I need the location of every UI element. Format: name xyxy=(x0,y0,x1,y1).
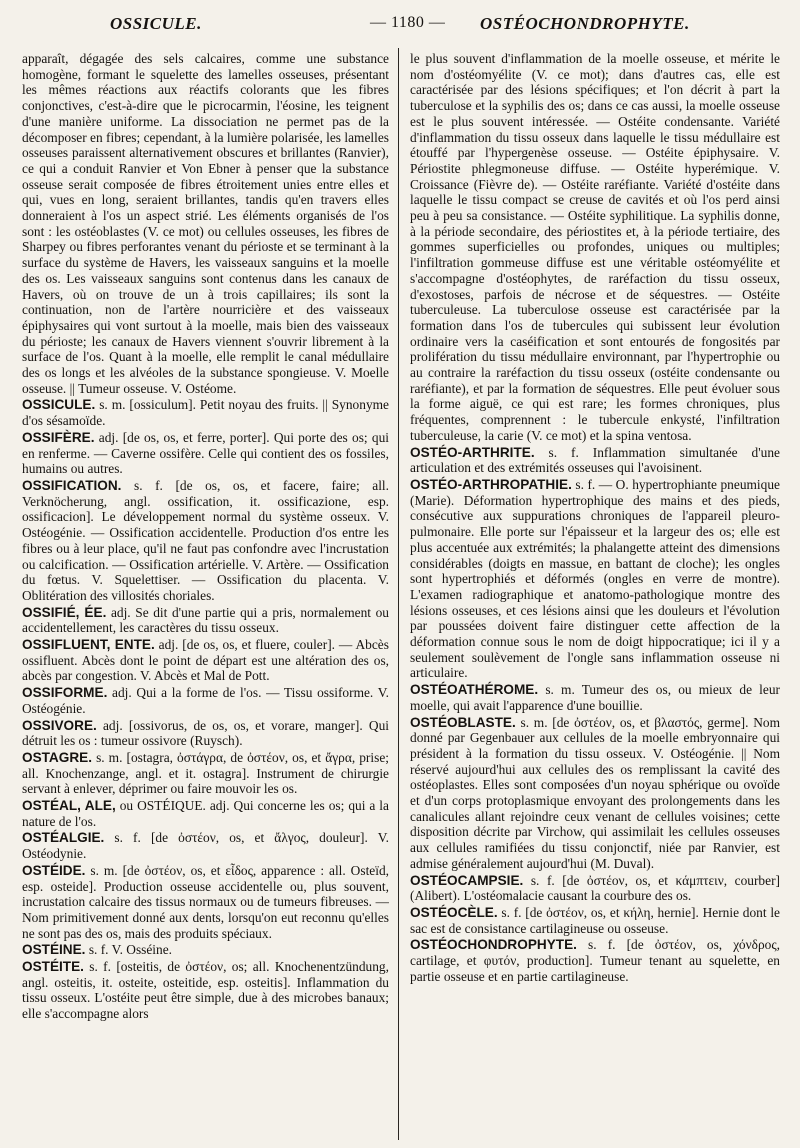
entry-headword: OSSIVORE. xyxy=(22,717,97,733)
dictionary-entry xyxy=(22,51,389,396)
entry-text: adj. Se dit d'une partie qui a pris, normalement ou accidentellement, les caractères du tissu osseux. xyxy=(22,604,389,636)
column-divider xyxy=(398,48,399,1140)
entry-text: s. m. [de ὀστέον, os, et εἶδος, apparence : all. Osteïd, esp. osteide]. Production osseuse accidentelle ou, plus souvent, incrustation calcaire des tissus normaux ou de tumeurs fibreuses. — Nom primitivement donné aux dents, lorsqu'on eut reconnu qu'elles ne sont pas des os, mais des produits spéciaux. xyxy=(22,862,389,941)
dictionary-entry xyxy=(22,397,389,428)
entry-text: s. f. [de ὀστέον, os, χόνδρος, cartilage, et φυτόν, production]. Tumeur tenant au squelette, en partie osseuse et en partie cartilagineuse. xyxy=(410,937,780,984)
dictionary-entry xyxy=(410,51,780,444)
entry-text: s. f. [de ὀστέον, os, et κήλη, hernie]. Hernie dont le sac est de consistance cartilagineuse ou osseuse. xyxy=(410,904,780,936)
dictionary-entry xyxy=(22,637,389,684)
dictionary-entry xyxy=(22,430,389,477)
entry-headword: OSTÉO-ARTHRITE. xyxy=(410,444,535,460)
running-header xyxy=(0,14,800,40)
entry-text: s. f. [osteitis, de ὀστέον, os; all. Knochenentzündung, angl. osteitis, it. osteite, osteitide, esp. osteitis]. Inflammation du tissu osseux. L'ostéite peut être simple, due à des microbes banaux; elle s'accompagne alors xyxy=(22,959,389,1022)
entry-headword: OSTÉOCÈLE. xyxy=(410,904,498,920)
entry-headword: OSTAGRE. xyxy=(22,749,92,765)
left-column xyxy=(22,50,389,1140)
dictionary-entry xyxy=(410,937,780,984)
entry-text: ou OSTÉIQUE. adj. Qui concerne les os; qui a la nature de l'os. xyxy=(22,798,389,829)
dictionary-entry xyxy=(22,478,389,604)
entry-headword: OSSIFLUENT, ENTE. xyxy=(22,637,155,653)
dictionary-entry xyxy=(22,959,389,1022)
entry-text: s. m. [ossiculum]. Petit noyau des fruits. || Synonyme d'os sésamoïde. xyxy=(22,397,389,429)
entry-text: s. f. — O. hypertrophiante pneumique (Marie). Déformation hypertrophique des mains et des pieds, consécutive aux suppurations chroniques de l'appareil pleuro-pulmonaire. Elle porte sur l'épaisseur et la largeur des os; elle est plus accentuée aux extrémités; la phalangette atteint des dimensions considérables (doigts en massue, en battant de cloche); les ongles sont hypertrophiés et déformés (ongles en verre de montre). L'examen radiographique et anatomo-pathologique montre des lésions osseuses, et ces lésions ainsi que les douleurs et l'évolution par poussées doivent faire distinguer cette affection de la déformation connue sous le nom de doigt hippocratique; ici il y a seulement soulèvement de l'ongle sans inflammation osseuse ni articulaire. xyxy=(410,476,780,681)
entry-headword: OSTÉAL, ALE, xyxy=(22,798,116,814)
dictionary-entry xyxy=(410,682,780,713)
entry-headword: OSTÉINE. xyxy=(22,942,86,958)
entry-headword: OSTÉO-ARTHROPATHIE. xyxy=(410,476,572,492)
entry-headword: OSSIFORME. xyxy=(22,685,108,701)
dictionary-entry xyxy=(22,718,389,749)
entry-text: s. f. [de ὀστέον, os, et ἄλγος, douleur]. V. Ostéodynie. xyxy=(22,830,389,862)
entry-text: s. f. [de ὀστέον, os, et κάμπτειν, courber] (Alibert). L'ostéomalacie causant la courbure des os. xyxy=(410,872,780,904)
entry-headword: OSTÉOCHONDROPHYTE. xyxy=(410,937,577,953)
entry-text: apparaît, dégagée des sels calcaires, comme une substance homogène, formant le squelette des lamelles osseuses, présentant les mêmes réactions aux réactifs colorants que les fibres conjonctives, c'est-à-dire que le picrocarmin, l'éosine, les teignent d'une manière uniforme. La dissociation ne permet pas de la décomposer en fibres; cependant, à la lumière polarisée, les lamelles osseuses paraissent alternativement obscures et brillantes (Ranvier), ce qui a conduit Ranvier et Von Ebner à penser que la substance osseuse serait composée de fibres étroitement unies entre elles et qui, vues en long, seraient brillantes, tandis qu'en travers elles donneraient à l'os un aspect strié. Les éléments organisés de l'os sont : les ostéoblastes (V. ce mot) ou cellules osseuses, les fibres de Sharpey ou fibres perforantes venant du périoste et se terminant à la surface du système de Havers, les vaisseaux sanguins et la moelle des os. Les vaisseaux sanguins sont contenus dans les canaux de Havers, où on trouve de un à trois capillaires; ils sont la continuation, non de l'artère nourricière et des vaisseaux épiphysaires qui vont surtout à la moelle, mais bien des vaisseaux du périoste; les canaux de Havers viennent s'ouvrir librement à la surface de l'os. Quant à la moelle, elle remplit le canal médullaire des os longs et les alvéoles de la substance spongieuse. V. Moelle osseuse. || Tumeur osseuse. V. Ostéome. xyxy=(22,51,389,396)
page-number: — 1180 — xyxy=(370,14,446,31)
entry-text: adj. [de os, os, et ferre, porter]. Qui porte des os; qui en renferme. — Caverne ossifère. Celle qui contient des os fossiles, humains ou autres. xyxy=(22,429,389,477)
dictionary-entry xyxy=(22,798,389,829)
entry-text: adj. Qui a la forme de l'os. — Tissu ossiforme. V. Ostéogénie. xyxy=(22,685,389,716)
entry-text: adj. [de os, os, et fluere, couler]. — Abcès ossifluent. Abcès dont le point de départ est une altération des os, abcès par congestion. V. Abcès et Mal de Pott. xyxy=(22,637,389,684)
entry-text: le plus souvent d'inflammation de la moelle osseuse, et mérite le nom d'ostéomyélite (V. ce mot); dans d'autres cas, elle est caractérisée par des lésions spécifiques; et l'on décrit à part la tuberculose et la syphilis des os; dans ce cas aussi, la moelle osseuse est le plus souvent intéressée. — Ostéite condensante. Variété d'inflammation du tissu osseux dans laquelle le tissu médullaire est étouffé par l'hypergenèse osseuse. — Ostéite épiphysaire. V. Périostite phlegmoneuse diffuse. — Ostéite hyperémique. V. Croissance (Fièvre de). — Ostéite raréfiante. Variété d'ostéite dans laquelle le tissu compact se creuse de cavités et où l'os perd ainsi peu à peu sa consistance. — Ostéite syphilitique. La syphilis donne, à la période secondaire, des périostites et, à la période tertiaire, des gommes superficielles ou profondes, uniques ou multiples; l'infiltration gommeuse diffuse est une véritable ostéomyélite et s'accompagne d'ostéophytes, de raréfaction du tissu osseux, d'exostoses, parfois de nécrose et de séquestres. — Ostéite tuberculeuse. La tuberculose osseuse est caractérisée par la formation dans l'os de tubercules qui subissent leur évolution ordinaire vers la caséification et sont entourés de fongosités par prolifération du tissu médullaire environnant, par l'hypertrophie ou au contraire la raréfaction du tissu osseux (ostéite condensante ou raréfiante), et par la formation de séquestres. Elle peut évoluer sous la forme aiguë, ce qui est rare; les formes chroniques, plus fréquentes, comprennent : le tubercule enkysté, l'infiltration tuberculeuse, la carie (V. ce mot) et la spina ventosa. xyxy=(410,51,780,443)
entry-headword: OSTÉALGIE. xyxy=(22,830,105,846)
dictionary-entry xyxy=(410,905,780,936)
header-right-word: OSTÉOCHONDROPHYTE. xyxy=(480,14,690,33)
entry-headword: OSTÉOBLASTE. xyxy=(410,714,516,730)
dictionary-entry xyxy=(22,830,389,861)
dictionary-entry xyxy=(410,445,780,476)
entry-text: s. f. [de os, os, et facere, faire; all. Verknöcherung, angl. ossification, it. ossificazione, esp. ossificacion]. Le développement normal du système osseux. V. Ostéogénie. — Ossification accidentelle. Production d'os entre les fibres ou à leur place, qu'il ne faut pas confondre avec l'incrustation ou calcification. — Ossification artérielle. V. Artère. — Ossification du fœtus. V. Squelettiser. — Ossification du placenta. V. Oblitération des villosités choriales. xyxy=(22,477,389,603)
dictionary-entry xyxy=(22,750,389,797)
header-left-word: OSSICULE. xyxy=(110,14,202,33)
entry-headword: OSTÉOCAMPSIE. xyxy=(410,872,524,888)
dictionary-entry xyxy=(410,477,780,681)
right-column xyxy=(410,50,780,1140)
entry-text: adj. [ossivorus, de os, os, et vorare, manger]. Qui détruit les os : tumeur ossivore (Ruysch). xyxy=(22,717,389,749)
entry-headword: OSSIFIÉ, ÉE. xyxy=(22,604,107,620)
entry-text: s. m. [de ὀστέον, os, et βλαστός, germe]. Nom donné par Gegenbauer aux cellules de la moelle embryonnaire qui président à la formation du tissu osseux. V. Ostéogénie. || Nom réservé aujourd'hui aux cellules des os remplissant la cavité des ostéoplastes. Elles sont composées d'un noyau sphérique ou ovoïde et d'un corps protoplasmique envoyant des prolongements dans les canalicules allant rejoindre ceux venant de cellules voisines; cette disposition décrite par Virchow, qui assimilait les cellules osseuses aux cellules ramifiées du tissu conjonctif, niée par Ranvier, est admise généralement aujourd'hui (M. Duval). xyxy=(410,714,780,871)
dictionary-entry xyxy=(22,942,389,958)
dictionary-entry xyxy=(22,605,389,636)
entry-headword: OSTÉOATHÉROME. xyxy=(410,682,539,698)
entry-text: s. m. [ostagra, ὀστάγρα, de ὀστέον, os, et ἄγρα, prise; all. Knochenzange, angl. et it. ostagra]. Instrument de chirurgie servant à enlever, déprimer ou faire mouvoir les os. xyxy=(22,749,389,797)
dictionary-entry xyxy=(22,685,389,716)
entry-headword: OSSICULE. xyxy=(22,397,96,413)
entry-headword: OSSIFÈRE. xyxy=(22,429,95,445)
entry-headword: OSTÉIDE. xyxy=(22,862,86,878)
dictionary-entry xyxy=(22,863,389,942)
dictionary-entry xyxy=(410,715,780,872)
entry-headword: OSSIFICATION. xyxy=(22,477,122,493)
dictionary-entry xyxy=(410,873,780,904)
entry-text: s. f. Inflammation simultanée d'une articulation et des extrémités osseuses qui l'avoisinent. xyxy=(410,444,780,476)
entry-text: s. f. V. Osséine. xyxy=(88,942,173,958)
entry-text: s. m. Tumeur des os, ou mieux de leur moelle, qui avait l'apparence d'une bouillie. xyxy=(410,682,780,713)
entry-headword: OSTÉITE. xyxy=(22,959,84,975)
